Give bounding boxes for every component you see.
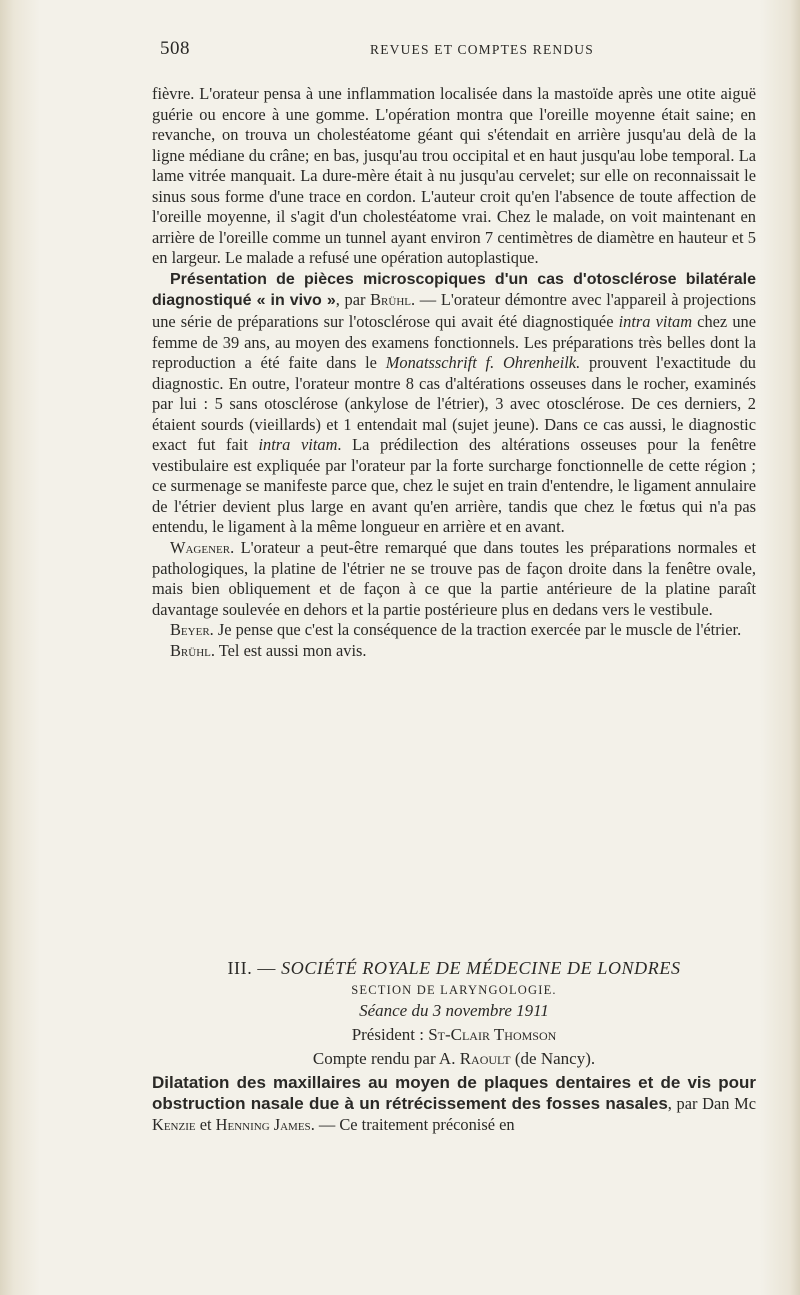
section-subtitle: SECTION DE LARYNGOLOGIE. — [351, 983, 557, 997]
text-span: prouvent l'exactitude du diagnostic. En outre, l'orateur montre 8 cas d'altérations osseuses dans le rocher, examinés par lui : 5 sans otosclérose (ankylose de l'étrier), 3 avec otosclérose. De ces derniers, 2 étaient sourds (vieillards) et 1 entendait mal (sujet jeune). Dans ce cas aussi, le diagnostic exact fut fait — [152, 353, 756, 455]
body-text — [152, 84, 756, 661]
president-name: St-Clair Thomson — [428, 1025, 557, 1044]
report-line — [152, 1047, 756, 1071]
text-span: . Tel est aussi mon avis. — [210, 640, 367, 660]
report-author: Raoult — [459, 1049, 511, 1068]
journal-title: Monatsschrift f. Ohrenheilk. — [385, 353, 581, 373]
president-label: Président : — [351, 1025, 429, 1044]
report-label: Compte rendu par A. — [312, 1049, 460, 1068]
running-title: REVUES ET COMPTES RENDUS — [370, 42, 594, 57]
text-span: chez une femme de 39 ans, au moyen des examens fonctionnels. Les préparations très belles dont la reproduction a été faite dans le — [152, 312, 756, 373]
society-name: SOCIÉTÉ ROYALE DE MÉDECINE DE LONDRES — [281, 958, 681, 978]
section-number: III. — — [227, 958, 282, 978]
author-name: Henning James — [215, 1115, 311, 1134]
text-span: . — Ce traitement préconisé en — [310, 1115, 515, 1134]
section-header — [152, 955, 756, 1071]
speaker-name: Brühl — [170, 640, 211, 660]
page-number: 508 — [160, 38, 190, 59]
report-place: (de Nancy). — [510, 1049, 596, 1068]
text-span: . L'orateur a peut-être remarqué que dans toutes les préparations normales et pathologiques, la platine de l'étrier ne se trouve pas de façon droite dans la fenêtre ovale, mais bien obliquement et de façon à ce que la partie antérieure de la platine paraît davantage soulevée en dehors et la partie postérieure plus en dedans vers le vestibule. — [152, 538, 756, 619]
paragraph-continuation — [152, 84, 756, 269]
session-year: 1911 — [516, 1001, 549, 1020]
paragraph-text: fièvre. L'orateur pensa à une inflammation localisée dans la mastoïde après une otite aiguë guérie ou encore à une gomme. L'opération montra que l'oreille moyenne était saine; en revanche, on trouva un cholestéatome géant qui s'étendait en arrière jusqu'au delà de la ligne médiane du crâne; en bas, jusqu'au trou occipital et en haut jusqu'au lobe temporal. La lame vitrée manquait. La dure-mère était à nu jusqu'au cervelet; sur elle on reconnaissait le sinus sous forme d'une trace en cordon. L'auteur croit qu'en l'absence de toute affection de l'oreille moyenne, il s'agit d'un cholestéatome vrai. Chez le malade, on voit maintenant en arrière de l'oreille comme un tunnel ayant environ 7 centimètres de diamètre en hauteur et 5 en largeur. Le malade a refusé une opération autoplastique. — [152, 84, 756, 268]
article-title: Dilatation des maxillaires au moyen de plaques dentaires et de vis pour obstruction nasale due à un rétrécissement des fosses nasales — [152, 1073, 756, 1113]
page-header — [160, 38, 755, 62]
text-span: . Je pense que c'est la conséquence de la traction exercée par le muscle de l'étrier. — [209, 620, 742, 640]
text-span: . La prédilection des altérations osseuses pour la fenêtre vestibulaire est expliquée par l'orateur par la forte surcharge fonctionnelle de cette région ; ce surmenage se manifeste parce que, chez le sujet en train d'entendre, le ligament annulaire de l'étrier devient plus large en avant qu'en arrière, tandis que chez le fœtus qui n'a pas entendu, le ligament à la même longueur en arrière et en avant. — [152, 435, 757, 537]
text-span: , par Dan Mc — [667, 1094, 756, 1113]
paragraph-bruhl — [152, 641, 756, 662]
author-name: Kenzie — [152, 1115, 196, 1134]
session-date — [152, 999, 756, 1023]
president-line — [152, 1023, 756, 1047]
section-heading: Présentation de pièces microscopiques d'un cas d'otosclérose bilatérale diagnostiqué « in vivo » — [152, 270, 756, 310]
session-text: Séance du 3 novembre — [359, 1001, 517, 1020]
paragraph-wagener — [152, 538, 756, 620]
text-span: et — [195, 1115, 216, 1134]
speaker-name: Wagener — [170, 538, 231, 558]
text-span: , par — [335, 290, 371, 310]
italic-term: intra vitam — [258, 435, 338, 455]
society-title — [152, 955, 756, 981]
text-span: . — L'orateur démontre avec l'appareil à projections une série de préparations sur l'otosclérose qui avait été diagnostiquée — [152, 290, 756, 332]
paragraph-beyer — [152, 620, 756, 641]
speaker-name: Beyer — [170, 620, 210, 640]
paragraph-presentation — [152, 269, 756, 538]
article-start — [152, 1072, 756, 1135]
italic-term: intra vitam — [618, 312, 693, 332]
author-name: Brühl — [370, 290, 412, 310]
